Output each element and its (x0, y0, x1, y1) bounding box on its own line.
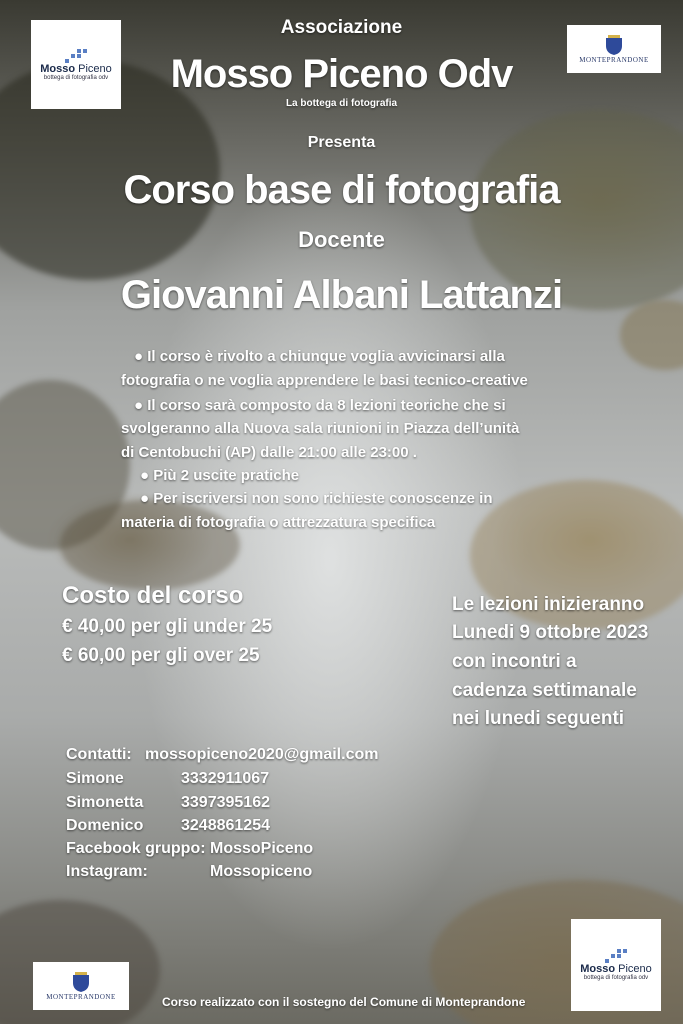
bullet-line: ● Per iscriversi non sono richieste conoscenze in (140, 490, 493, 507)
footer-note: Corso realizzato con il sostegno del Comune di Monteprandone (162, 995, 526, 1009)
bullet-line: fotografia o ne voglia apprendere le basi tecnico-creative (121, 372, 528, 389)
email-value: mossopiceno2020@gmail.com (145, 746, 379, 763)
org-name: Mosso Piceno Odv (170, 52, 513, 96)
squares-icon (601, 949, 631, 963)
logo-name: Mosso Piceno (580, 963, 652, 975)
cost-title: Costo del corso (62, 582, 244, 609)
mosso-piceno-logo-bottom (571, 919, 661, 1011)
teacher-label: Docente (298, 227, 385, 252)
email-label: Contatti: (66, 746, 132, 763)
comune-logo-bottom (33, 962, 129, 1010)
contact-name: Simonetta (66, 794, 144, 811)
crest-icon (70, 971, 92, 993)
instagram-label: Instagram: (66, 863, 148, 880)
schedule-line: cadenza settimanale (452, 680, 637, 701)
course-title: Corso base di fotografia (123, 168, 560, 212)
org-tagline: La bottega di fotografia (285, 98, 398, 109)
instagram-value: Mossopiceno (210, 863, 313, 880)
contact-phone: 3397395162 (181, 794, 270, 811)
logo-name: Mosso Piceno (40, 62, 112, 75)
schedule-line: nei lunedi seguenti (452, 708, 625, 729)
schedule-line: Le lezioni inizieranno (452, 594, 645, 615)
schedule-line: Lunedi 9 ottobre 2023 (452, 622, 649, 643)
presents-label: Presenta (307, 134, 376, 151)
contact-phone: 3248861254 (181, 817, 270, 834)
cost-over: € 60,00 per gli over 25 (62, 645, 260, 666)
comune-name: MONTEPRANDONE (579, 56, 649, 64)
association-label: Associazione (280, 17, 403, 38)
logo-subtitle: bottega di fotografia odv (583, 975, 649, 981)
bullet-line: materia di fotografia o attrezzatura specifica (121, 514, 436, 531)
contact-phone: 3332911067 (181, 770, 270, 787)
schedule-line: con incontri a (452, 651, 577, 672)
teacher-name: Giovanni Albani Lattanzi (120, 273, 563, 317)
contact-name: Simone (66, 770, 124, 787)
facebook-value: MossoPiceno (210, 840, 314, 857)
cost-under: € 40,00 per gli under 25 (62, 616, 273, 637)
facebook-label: Facebook gruppo: (66, 840, 206, 857)
bullet-line: ● Il corso sarà composto da 8 lezioni teoriche che si (134, 397, 506, 414)
contact-name: Domenico (66, 817, 144, 834)
bullet-line: ● Più 2 uscite pratiche (140, 467, 300, 484)
bullet-line: svolgeranno alla Nuova sala riunioni in Piazza dell’unità (121, 420, 520, 437)
bullet-line: ● Il corso è rivolto a chiunque voglia avvicinarsi alla (134, 348, 505, 365)
comune-name: MONTEPRANDONE (46, 993, 116, 1001)
logo-subtitle: bottega di fotografia odv (43, 74, 109, 81)
bullet-line: di Centobuchi (AP) dalle 21:00 alle 23:00 . (121, 444, 417, 461)
